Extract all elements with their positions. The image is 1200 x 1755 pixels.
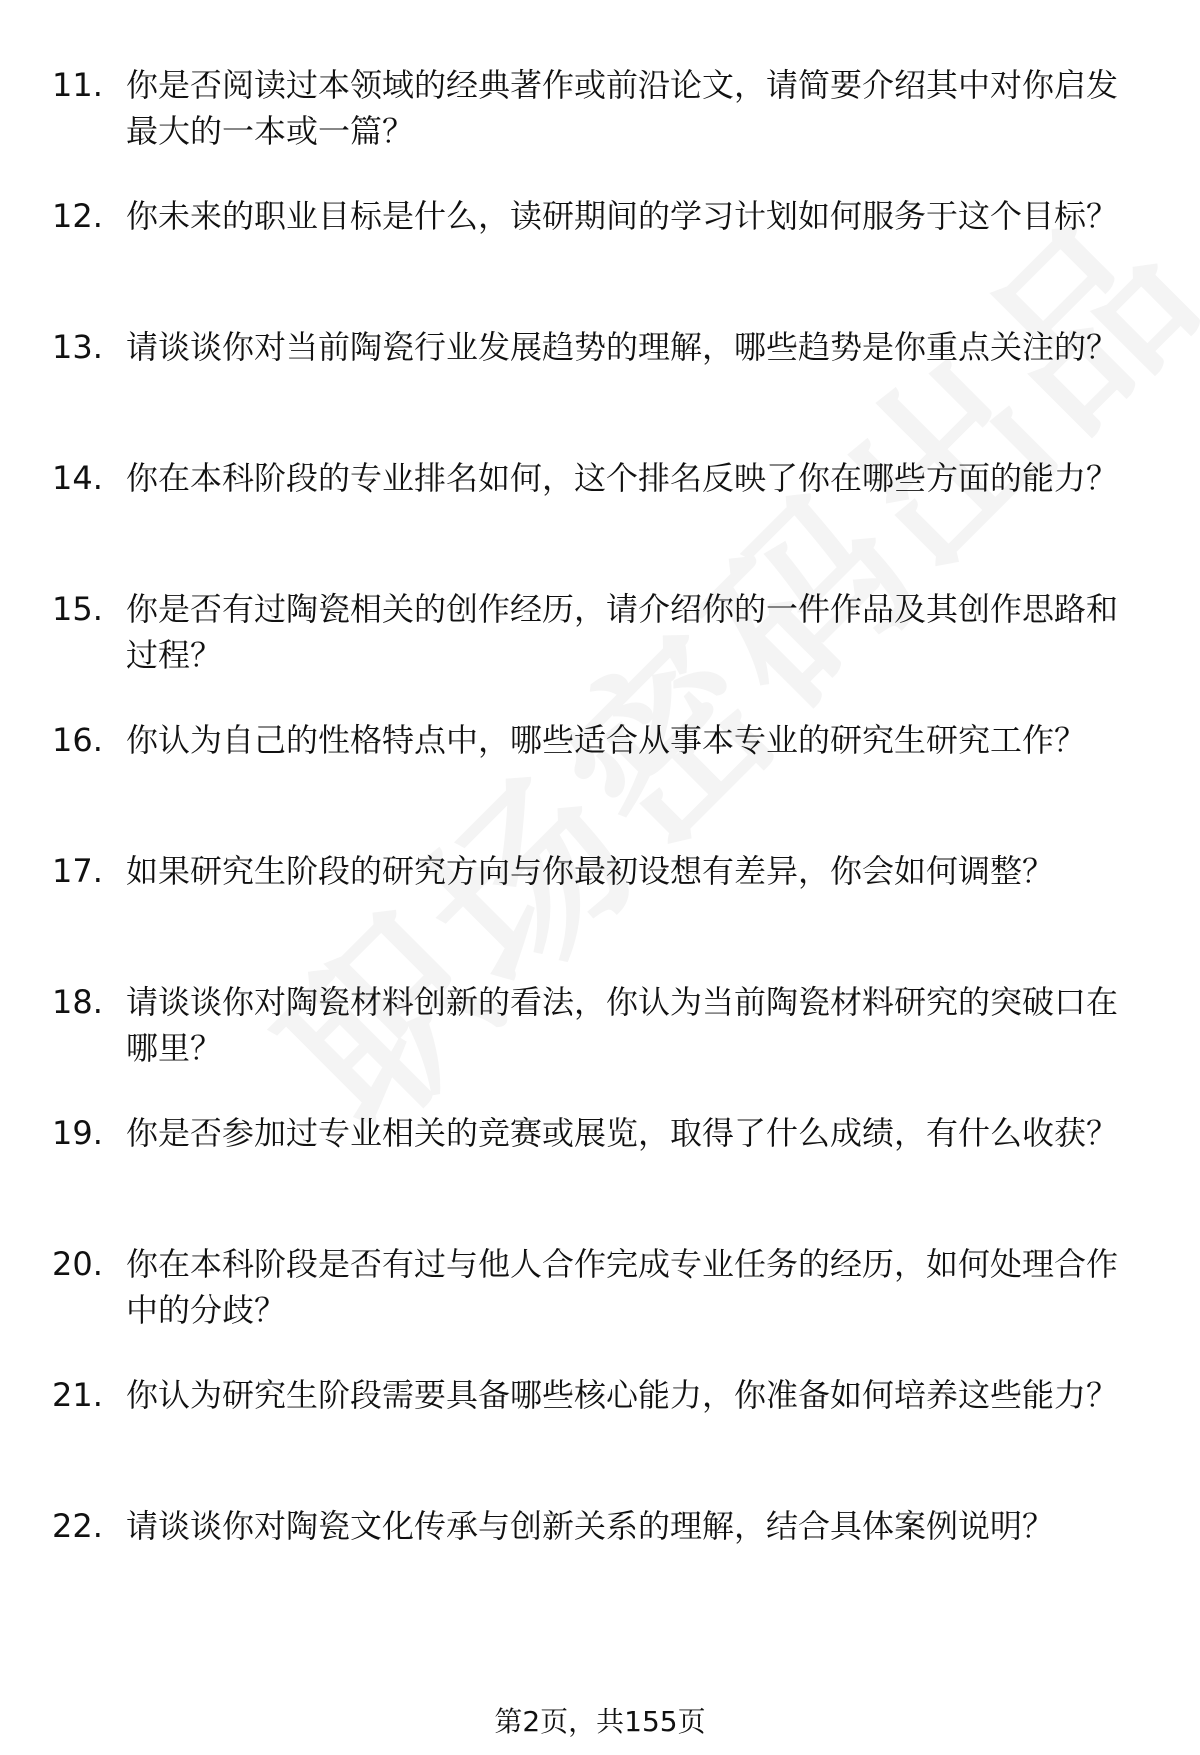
question-number: 14.: [52, 459, 103, 497]
question-item-13: [0, 324, 1200, 455]
question-number: 12.: [52, 197, 103, 235]
question-item-11: [0, 62, 1200, 193]
question-item-14: [0, 455, 1200, 586]
question-text: 你认为自己的性格特点中，哪些适合从事本专业的研究生研究工作？: [126, 721, 1087, 759]
question-number: 20.: [52, 1245, 103, 1283]
question-number: 16.: [52, 721, 103, 759]
question-text: 你在本科阶段是否有过与他人合作完成专业任务的经历，如何处理合作中的分歧？: [126, 1245, 1119, 1329]
question-item-20: [0, 1241, 1200, 1372]
question-number: 18.: [52, 983, 103, 1021]
question-item-16: [0, 717, 1200, 848]
question-number: 17.: [52, 852, 103, 890]
question-item-19: [0, 1110, 1200, 1241]
question-text: 请谈谈你对陶瓷材料创新的看法，你认为当前陶瓷材料研究的突破口在哪里？: [126, 983, 1119, 1067]
question-number: 19.: [52, 1114, 103, 1152]
question-item-18: [0, 979, 1200, 1110]
question-item-12: [0, 193, 1200, 324]
question-item-17: [0, 848, 1200, 979]
question-text: 你在本科阶段的专业排名如何，这个排名反映了你在哪些方面的能力？: [126, 459, 1119, 497]
question-text: 你是否阅读过本领域的经典著作或前沿论文，请简要介绍其中对你启发最大的一本或一篇？: [126, 66, 1119, 150]
question-text: 请谈谈你对当前陶瓷行业发展趋势的理解，哪些趋势是你重点关注的？: [126, 328, 1119, 366]
question-item-15: [0, 586, 1200, 717]
question-text: 你认为研究生阶段需要具备哪些核心能力，你准备如何培养这些能力？: [126, 1376, 1119, 1414]
question-number: 22.: [52, 1507, 103, 1545]
question-list: [0, 62, 1200, 1634]
question-text: 请谈谈你对陶瓷文化传承与创新关系的理解，结合具体案例说明？: [126, 1507, 1055, 1545]
question-number: 13.: [52, 328, 103, 366]
question-item-22: [0, 1503, 1200, 1634]
question-number: 11.: [52, 66, 103, 104]
question-item-21: [0, 1372, 1200, 1503]
question-text: 你未来的职业目标是什么，读研期间的学习计划如何服务于这个目标？: [126, 197, 1119, 235]
page-number-footer: 第2页，共155页: [494, 1705, 706, 1738]
question-number: 21.: [52, 1376, 103, 1414]
question-number: 15.: [52, 590, 103, 628]
question-text: 如果研究生阶段的研究方向与你最初设想有差异，你会如何调整？: [126, 852, 1055, 890]
question-text: 你是否有过陶瓷相关的创作经历，请介绍你的一件作品及其创作思路和过程？: [126, 590, 1119, 674]
question-text: 你是否参加过专业相关的竞赛或展览，取得了什么成绩，有什么收获？: [126, 1114, 1119, 1152]
